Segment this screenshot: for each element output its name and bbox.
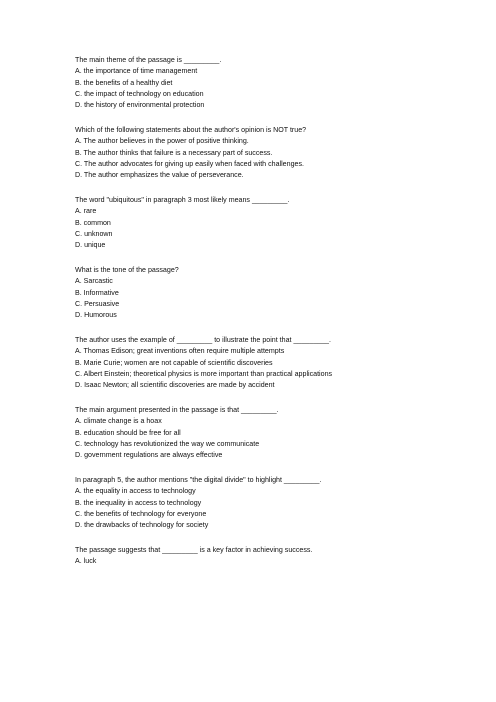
question-6 (75, 405, 475, 461)
answer-option-c: C. unknown (75, 229, 113, 238)
answer-option-b: B. Informative (75, 288, 119, 297)
question-5 (75, 335, 475, 391)
question-8 (75, 545, 475, 568)
answer-option-c: C. the benefits of technology for everyone (75, 509, 207, 518)
question-stem: What is the tone of the passage? (75, 265, 179, 274)
answer-option-a: A. Sarcastic (75, 277, 113, 286)
question-list (75, 55, 475, 581)
question-3 (75, 195, 475, 251)
answer-option-a: A. luck (75, 557, 97, 566)
answer-option-b: B. The author thinks that failure is a necessary part of success. (75, 148, 273, 157)
answer-option-c: C. the impact of technology on education (75, 89, 204, 98)
answer-option-d: D. The author emphasizes the value of perseverance. (75, 171, 244, 180)
question-stem: The main argument presented in the passage is that _________. (75, 405, 279, 414)
answer-option-d: D. Humorous (75, 311, 117, 320)
question-stem: The word "ubiquitous" in paragraph 3 most likely means _________. (75, 195, 290, 204)
answer-option-a: A. rare (75, 207, 97, 216)
question-stem: The author uses the example of _________ to illustrate the point that _________. (75, 335, 331, 344)
question-4 (75, 265, 475, 321)
answer-option-a: A. the equality in access to technology (75, 487, 196, 496)
question-stem: The passage suggests that _________ is a key factor in achieving success. (75, 545, 313, 554)
answer-option-c: C. The author advocates for giving up easily when faced with challenges. (75, 159, 304, 168)
answer-option-c: C. Persuasive (75, 299, 120, 308)
answer-option-d: D. the history of environmental protection (75, 101, 205, 110)
question-2 (75, 125, 475, 181)
question-stem: In paragraph 5, the author mentions "the digital divide" to highlight _________. (75, 475, 322, 484)
answer-option-d: D. Isaac Newton; all scientific discoveries are made by accident (75, 381, 275, 390)
answer-option-a: A. The author believes in the power of positive thinking. (75, 137, 249, 146)
answer-option-a: A. the importance of time management (75, 67, 198, 76)
answer-option-b: B. Marie Curie; women are not capable of scientific discoveries (75, 358, 273, 367)
answer-option-b: B. the inequality in access to technology (75, 498, 202, 507)
answer-option-c: C. technology has revolutionized the way we communicate (75, 439, 260, 448)
answer-option-d: D. unique (75, 241, 106, 250)
question-stem: The main theme of the passage is _________. (75, 56, 222, 64)
answer-option-a: A. climate change is a hoax (75, 417, 162, 426)
answer-option-b: B. the benefits of a healthy diet (75, 78, 173, 87)
question-stem: Which of the following statements about the author's opinion is NOT true? (75, 125, 307, 134)
question-1 (75, 55, 475, 111)
answer-option-b: B. common (75, 218, 111, 227)
answer-option-b: B. education should be free for all (75, 428, 181, 437)
answer-option-d: D. the drawbacks of technology for society (75, 521, 209, 530)
question-7 (75, 475, 475, 531)
answer-option-c: C. Albert Einstein; theoretical physics is more important than practical applications (75, 369, 333, 378)
answer-option-d: D. government regulations are always effective (75, 451, 223, 460)
answer-option-a: A. Thomas Edison; great inventions often require multiple attempts (75, 347, 285, 356)
